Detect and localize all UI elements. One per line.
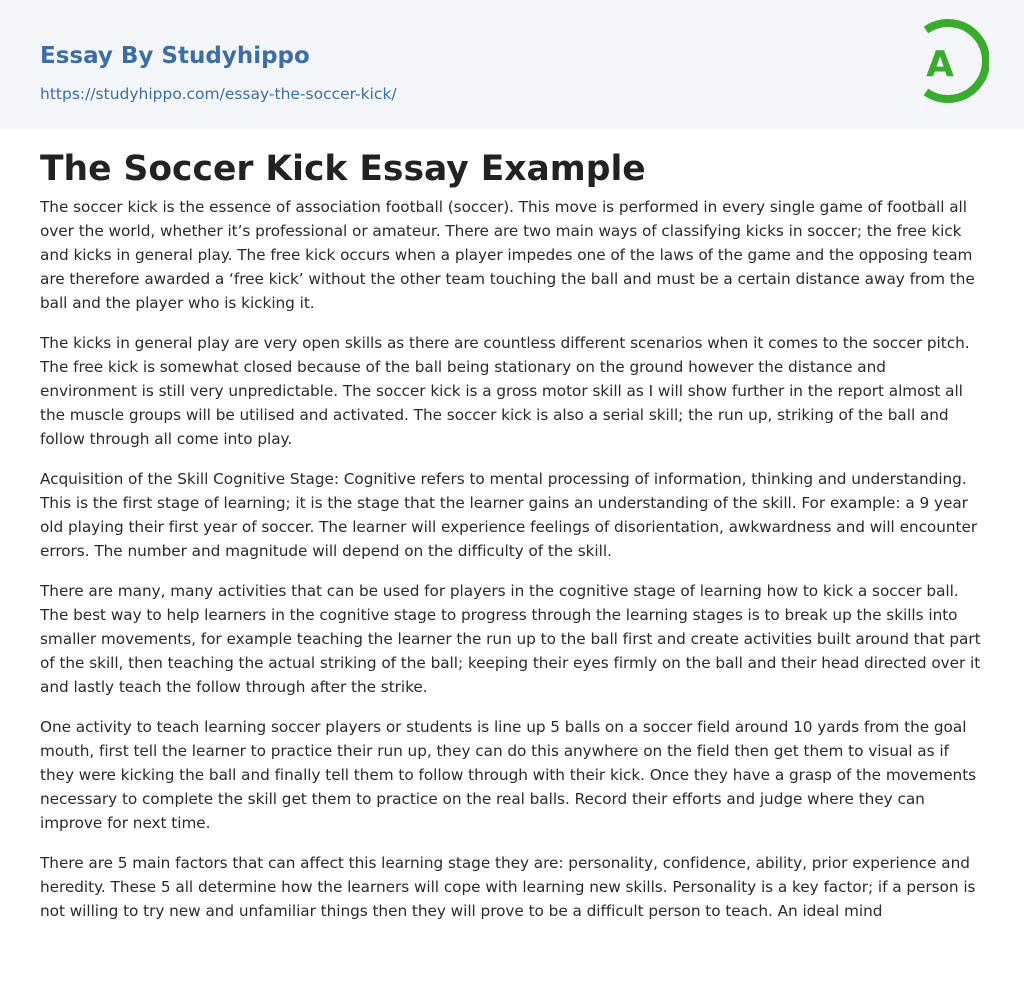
article-paragraph: The soccer kick is the essence of association football (soccer). This move is performed in every single game of football all over the world, whether it’s professional or amateur. There are two main ways of classifying kicks in soccer; the free kick and kicks in general play. The free kick occurs when a player impedes one of the laws of the game and the opposing team are therefore awarded a ‘free kick’ without the other team touching the ball and must be a certain distance away from the ball and the player who is kicking it. xyxy=(40,198,975,312)
article-body xyxy=(40,129,985,923)
article-paragraph: Acquisition of the Skill Cognitive Stage: Cognitive refers to mental processing of information, thinking and understanding. This is the first stage of learning; it is the stage that the learner gains an understanding of the skill. For example: a 9 year old playing their first year of soccer. The learner will experience feelings of disorientation, awkwardness and will encounter errors. The number and magnitude will depend on the difficulty of the skill. xyxy=(40,470,978,560)
article-url-link[interactable]: https://studyhippo.com/essay-the-soccer-kick/ xyxy=(40,85,397,103)
site-header xyxy=(0,0,1024,129)
article-paragraph: The kicks in general play are very open skills as there are countless different scenarios when it comes to the soccer pitch. The free kick is somewhat closed because of the ball being stationary on the ground however the distance and environment is still very unpredictable. The soccer kick is a gross motor skill as I will show further in the report almost all the muscle groups will be utilised and activated. The soccer kick is also a serial skill; the run up, striking of the ball and follow through all come into play. xyxy=(40,334,970,448)
article-paragraph: There are many, many activities that can be used for players in the cognitive stage of learning how to kick a soccer ball. The best way to help learners in the cognitive stage to progress through the learning stages is to break up the skills into smaller movements, for example teaching the learner the run up to the ball first and create activities built around that part of the skill, then teaching the actual striking of the ball; keeping their eyes firmly on the ball and their head directed over it and lastly teach the follow through after the strike. xyxy=(40,582,981,696)
site-brand[interactable]: Essay By Studyhippo xyxy=(40,43,310,69)
article-title: The Soccer Kick Essay Example xyxy=(40,149,646,189)
logo-letter: A xyxy=(926,44,954,85)
article-paragraph: There are 5 main factors that can affect this learning stage they are: personality, confidence, ability, prior experience and heredity. These 5 all determine how the learners will cope with learning new skills. Personality is a key factor; if a person is not willing to try new and unfamiliar things then they will prove to be a difficult person to teach. An ideal mind xyxy=(40,854,976,920)
studyhippo-logo-icon[interactable] xyxy=(905,18,989,106)
article-paragraph: One activity to teach learning soccer players or students is line up 5 balls on a soccer field around 10 yards from the goal mouth, first tell the learner to practice their run up, they can do this anywhere on the field then get them to visual as if they were kicking the ball and finally tell them to follow through with their kick. Once they have a grasp of the movements necessary to complete the skill get them to practice on the real balls. Record their efforts and judge where they can improve for next time. xyxy=(40,718,977,832)
